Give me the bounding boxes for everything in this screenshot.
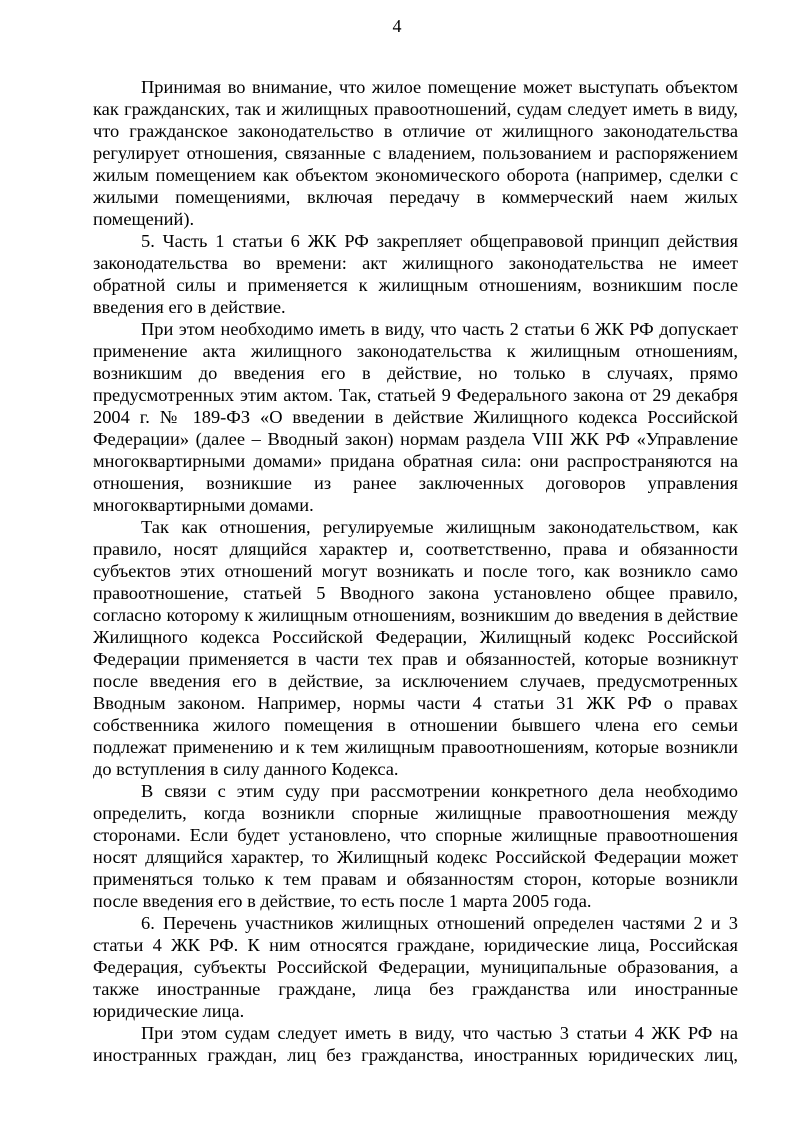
paragraph: 6. Перечень участников жилищных отношений определен частями 2 и 3 статьи 4 ЖК РФ. К ним относятся граждане, юридические лица, Российская Федерация, субъекты Российской Федерации, муниципальные образования, а также иностранные граждане, лица без гражданства или иностранные юридические лица. [93,913,738,1021]
paragraph: При этом судам следует иметь в виду, что частью 3 статьи 4 ЖК РФ на иностранных граждан, лиц без гражданства, иностранных юридических лиц, [93,1023,738,1065]
paragraph: В связи с этим суду при рассмотрении конкретного дела необходимо определить, когда возникли спорные жилищные правоотношения между сторонами. Если будет установлено, что спорные жилищные правоотношения носят длящийся характер, то Жилищный кодекс Российской Федерации может применяться только к тем правам и обязанностям сторон, которые возникли после введения его в действие, то есть после 1 марта 2005 года. [93,781,738,911]
paragraph: 5. Часть 1 статьи 6 ЖК РФ закрепляет общеправовой принцип действия законодательства во времени: акт жилищного законодательства не имеет обратной силы и применяется к жилищным отношениям, возникшим после введения его в действие. [93,231,738,317]
document-body [93,76,738,1066]
page-number: 4 [392,16,402,36]
paragraph: Так как отношения, регулируемые жилищным законодательством, как правило, носят длящийся характер и, соответственно, права и обязанности субъектов этих отношений могут возникать и после того, как возникло само правоотношение, статьей 5 Вводного закона установлено общее правило, согласно которому к жилищным отношениям, возникшим до введения в действие Жилищного кодекса Российской Федерации, Жилищный кодекс Российской Федерации применяется в части тех прав и обязанностей, которые возникнут после введения его в действие, за исключением случаев, предусмотренных Вводным законом. Например, нормы части 4 статьи 31 ЖК РФ о правах собственника жилого помещения в отношении бывшего члена его семьи подлежат применению и к тем жилищным правоотношениям, которые возникли до вступления в силу данного Кодекса. [93,517,738,779]
paragraph: При этом необходимо иметь в виду, что часть 2 статьи 6 ЖК РФ допускает применение акта жилищного законодательства к жилищным отношениям, возникшим до введения его в действие, но только в случаях, прямо предусмотренных этим актом. Так, статьей 9 Федерального закона от 29 декабря 2004 г. № 189-ФЗ «О введении в действие Жилищного кодекса Российской Федерации» (далее – Вводный закон) нормам раздела VIII ЖК РФ «Управление многоквартирными домами» придана обратная сила: они распространяются на отношения, возникшие из ранее заключенных договоров управления многоквартирными домами. [93,319,738,515]
paragraph: Принимая во внимание, что жилое помещение может выступать объектом как гражданских, так и жилищных правоотношений, судам следует иметь в виду, что гражданское законодательство в отличие от жилищного законодательства регулирует отношения, связанные с владением, пользованием и распоряжением жилым помещением как объектом экономического оборота (например, сделки с жилыми помещениями, включая передачу в коммерческий наем жилых помещений). [93,77,738,229]
